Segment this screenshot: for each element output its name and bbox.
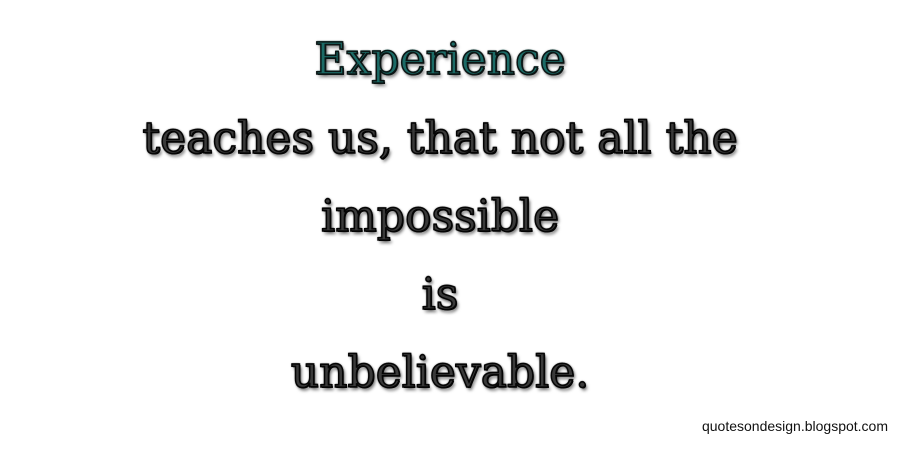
- quote-line-experience: Experience: [314, 34, 566, 85]
- quote-line-teaches: teaches us, that not all the: [142, 113, 738, 164]
- quote-line-is: is: [421, 269, 459, 320]
- source-credit: quotesondesign.blogspot.com: [701, 418, 888, 434]
- quote-line-unbelievable: unbelievable.: [290, 347, 590, 398]
- quote-line-impossible: impossible: [321, 191, 559, 242]
